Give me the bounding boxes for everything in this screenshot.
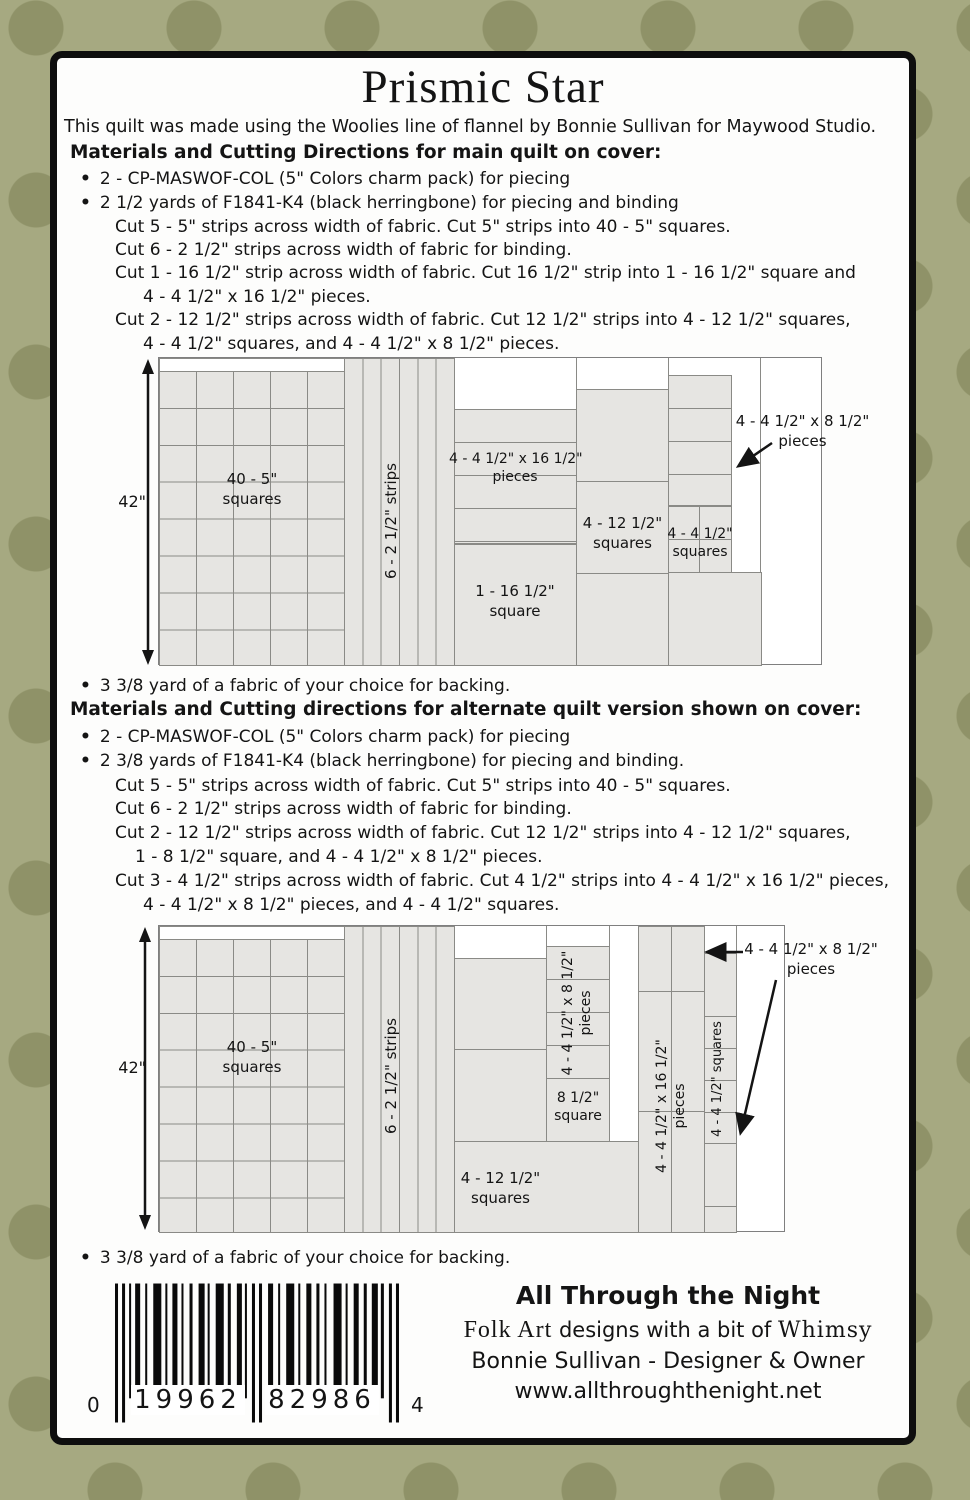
tagline-whimsy: Whimsy — [778, 1318, 873, 1343]
publisher-branding — [420, 1281, 916, 1404]
backing-line: • 3 3/8 yard of a fabric of your choice for backing. — [80, 1248, 510, 1268]
cutting-line: Cut 6 - 2 1/2" strips across width of fabric for binding. — [115, 799, 572, 819]
cutting-line: Cut 1 - 16 1/2" strip across width of fabric. Cut 16 1/2" strip into 1 - 16 1/2" square and — [115, 263, 856, 283]
section2-heading: Materials and Cutting directions for alternate quilt version shown on cover: — [70, 699, 862, 720]
cutting-line: Cut 3 - 4 1/2" strips across width of fabric. Cut 4 1/2" strips into 4 - 4 1/2" x 16 1/2" pieces, — [115, 871, 890, 891]
materials-line: • 2 1/2 yards of F1841-K4 (black herringbone) for piecing and binding — [80, 193, 679, 213]
cutting-diagram-alternate — [100, 925, 890, 1237]
designer-owner: Bonnie Sullivan - Designer & Owner — [471, 1349, 865, 1374]
pieces-4x8-vertical-label: 4 - 4 1/2" x 8 1/2" pieces — [560, 950, 595, 1076]
barcode-digits-right: 82986 — [265, 1385, 379, 1415]
squares-40-label: 40 - 5" squares — [222, 470, 282, 508]
arrowhead-up — [139, 927, 151, 942]
cutting-line: 4 - 4 1/2" x 8 1/2" pieces, and 4 - 4 1/2" squares. — [143, 895, 560, 915]
height-42-label: 42" — [118, 1058, 146, 1077]
squares-45-vertical-label: 4 - 4 1/2" squares — [710, 1021, 725, 1137]
squares-40-label: 40 - 5" squares — [222, 1038, 282, 1076]
brand-name: All Through the Night — [515, 1281, 821, 1310]
intro-text: This quilt was made using the Woolies line of flannel by Bonnie Sullivan for Maywood Studio. — [64, 117, 877, 137]
diagram-arrows — [100, 357, 890, 669]
squares-45-label: 4 - 4 1/2" squares — [667, 526, 733, 561]
barcode-digits-left: 19962 — [131, 1385, 245, 1415]
tagline-folk-art: Folk Art — [463, 1317, 553, 1343]
cutting-line: Cut 2 - 12 1/2" strips across width of fabric. Cut 12 1/2" strips into 4 - 12 1/2" squares, — [115, 310, 851, 330]
cutting-line: 4 - 4 1/2" squares, and 4 - 4 1/2" x 8 1/2" pieces. — [143, 334, 560, 354]
pointer-arrow-diagonal — [741, 980, 776, 1131]
diagram-arrows — [100, 925, 890, 1237]
height-42-label: 42" — [118, 492, 146, 511]
section1-heading: Materials and Cutting Directions for main quilt on cover: — [70, 142, 662, 163]
pieces-4x8-callout: 4 - 4 1/2" x 8 1/2" pieces — [744, 940, 878, 978]
materials-line: • 2 - CP-MASWOF-COL (5" Colors charm pack) for piecing — [80, 169, 570, 189]
cutting-line: Cut 6 - 2 1/2" strips across width of fabric for binding. — [115, 240, 572, 260]
squares-12-label: 4 - 12 1/2" squares — [460, 1169, 541, 1207]
barcode-digit-suffix: 4 — [411, 1393, 424, 1417]
page-title: Prismic Star — [361, 61, 605, 113]
cutting-line: 4 - 4 1/2" x 16 1/2" pieces. — [143, 287, 371, 307]
arrowhead-down — [142, 650, 154, 665]
materials-line: • 2 - CP-MASWOF-COL (5" Colors charm pack) for piecing — [80, 727, 570, 747]
square-85-label: 8 1/2" square — [554, 1090, 602, 1125]
cutting-line: Cut 5 - 5" strips across width of fabric. Cut 5" strips into 40 - 5" squares. — [115, 776, 731, 796]
arrowhead-up — [142, 359, 154, 374]
strips-label: 6 - 2 1/2" strips — [382, 1018, 400, 1134]
pieces-4x16-vertical-label: 4 - 4 1/2" x 16 1/2" pieces — [654, 1039, 689, 1173]
square-16-label: 1 - 16 1/2" square — [475, 582, 555, 620]
pieces-4x8-callout: 4 - 4 1/2" x 8 1/2" pieces — [735, 412, 870, 450]
barcode-digit-prefix: 0 — [87, 1393, 100, 1417]
cutting-diagram-main — [100, 357, 890, 669]
website-url: www.allthroughthenight.net — [514, 1379, 822, 1404]
cutting-line: Cut 5 - 5" strips across width of fabric. Cut 5" strips into 40 - 5" squares. — [115, 217, 731, 237]
tagline-middle: designs with a bit of — [558, 1318, 772, 1342]
cutting-line: Cut 2 - 12 1/2" strips across width of fabric. Cut 12 1/2" strips into 4 - 12 1/2" squares, — [115, 823, 851, 843]
strips-label: 6 - 2 1/2" strips — [382, 463, 400, 579]
squares-12-label: 4 - 12 1/2" squares — [582, 514, 663, 552]
cutting-line: 1 - 8 1/2" square, and 4 - 4 1/2" x 8 1/2" pieces. — [135, 847, 543, 867]
brand-tagline — [420, 1317, 916, 1344]
backing-line: • 3 3/8 yard of a fabric of your choice for backing. — [80, 676, 510, 696]
arrowhead-down — [139, 1215, 151, 1230]
pieces-4x16-label: 4 - 4 1/2" x 16 1/2" pieces — [449, 451, 583, 486]
materials-line: • 2 3/8 yards of F1841-K4 (black herringbone) for piecing and binding. — [80, 751, 684, 771]
pointer-arrow — [740, 443, 772, 465]
